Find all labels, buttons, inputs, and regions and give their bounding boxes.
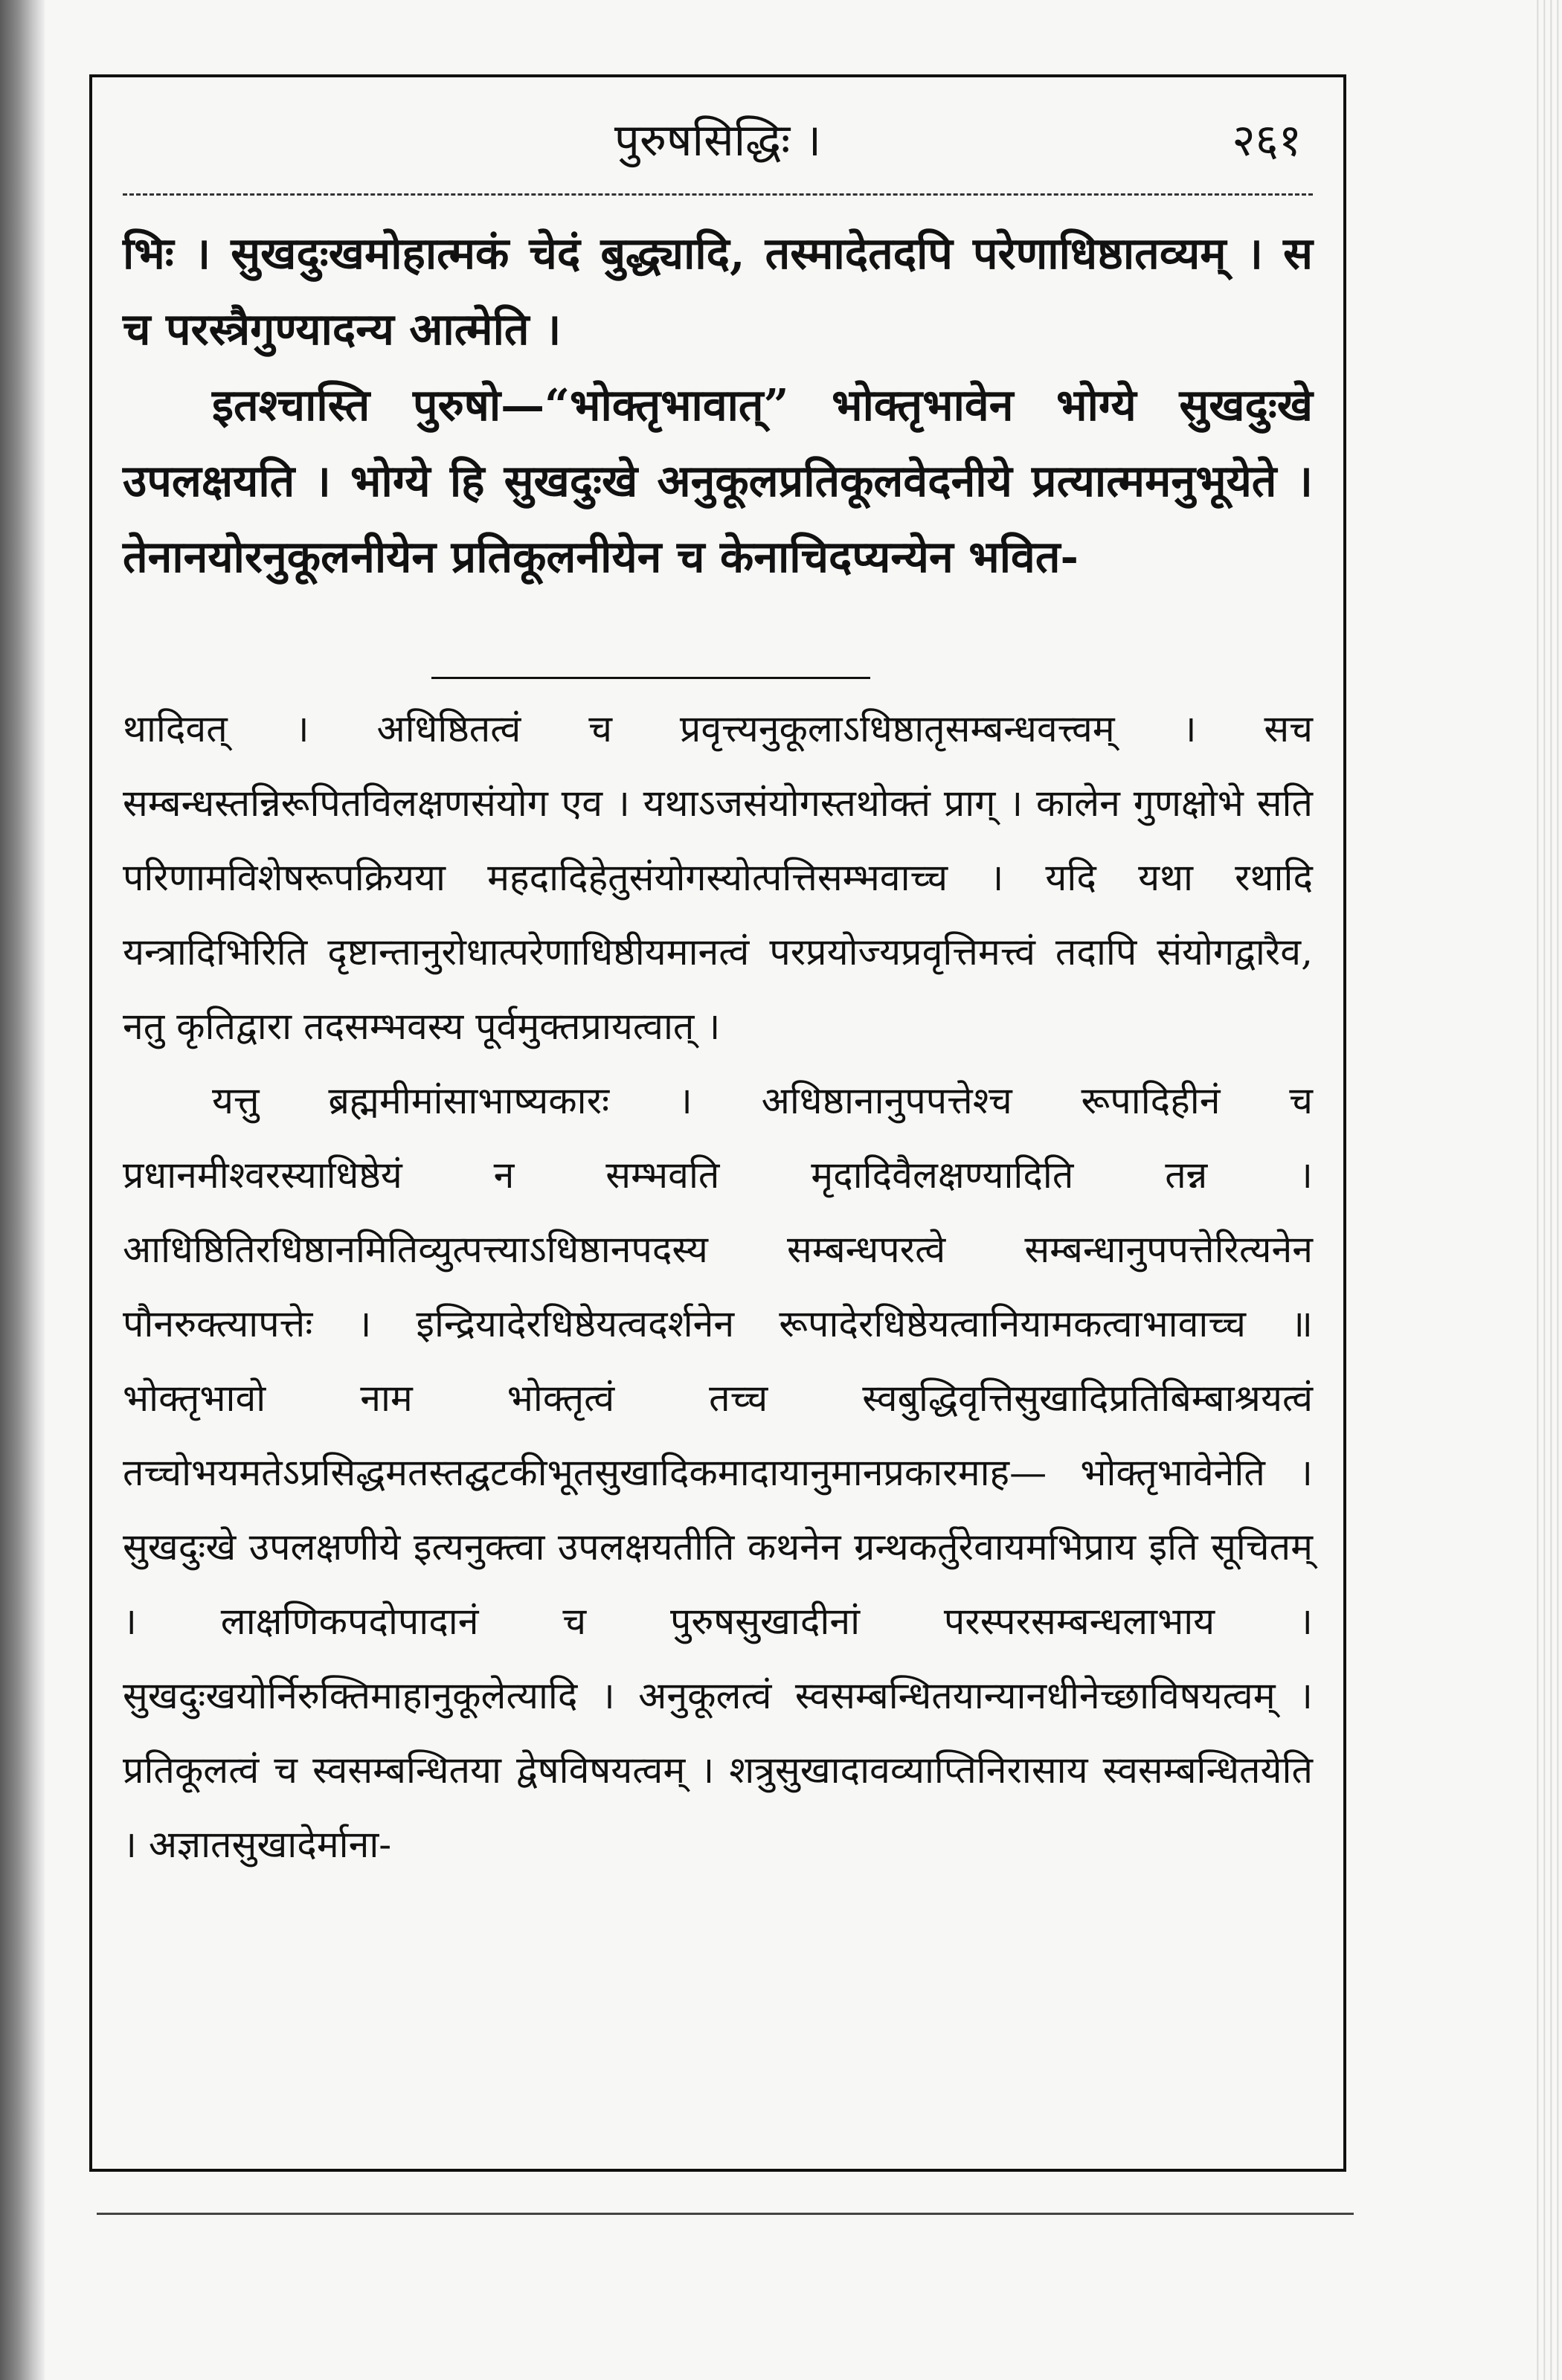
main-text: [123, 216, 1313, 595]
main-paragraph-2: इतश्चास्ति पुरुषो—“भोक्तृभावात्” भोक्तृभावेन भोग्ये सुखदुःखे उपलक्षयति । भोग्ये हि सुखदुःखे अनुकूलप्रतिकूलवेदनीये प्रत्यात्ममनुभूयेते । तेनानयोरनुकूलनीयेन प्रतिकूलनीयेन च केनाचिदप्यन्येन भवित-: [123, 379, 1313, 582]
commentary-paragraph-1: थादिवत् । अधिष्ठितत्वं च प्रवृत्त्यनुकूलाऽधिष्ठातृसम्बन्धवत्त्वम् । सच सम्बन्धस्तन्निरूपितविलक्षणसंयोग एव । यथाऽजसंयोगस्तथोक्तं प्राग् । कालेन गुणक्षोभे सति परिणामविशेषरूपक्रियया महदादिहेतुसंयोगस्योत्पत्तिसम्भवाच्च । यदि यथा रथादि यन्त्रादिभिरिति दृष्टान्तानुरोधात्परेणाधिष्ठीयमानत्वं परप्रयोज्यप्रवृत्तिमत्त्वं तदापि संयोगद्वारैव, नतु कृतिद्वारा तदसम्भवस्य पूर्वमुक्तप्रायत्वात् ।: [123, 707, 1313, 1048]
bottom-rule: [97, 2213, 1354, 2215]
page-number: २६१: [1232, 115, 1302, 167]
book-spine-shadow: [0, 0, 45, 2380]
commentary-separator: [431, 677, 870, 679]
commentary-text: [123, 692, 1313, 1882]
page-header: [119, 108, 1317, 175]
commentary-paragraph-2: यत्तु ब्रह्ममीमांसाभाष्यकारः । अधिष्ठानानुपपत्तेश्च रूपादिहीनं च प्रधानमीश्वरस्याधिष्ठेयं न सम्भवति मृदादिवैलक्षण्यादिति तन्न । आधिष्ठितिरधिष्ठानमितिव्युत्पत्त्याऽधिष्ठानपदस्य सम्बन्धपरत्वे सम्बन्धानुपपत्तेरित्यनेन पौनरुक्त्यापत्तेः । इन्द्रियादेरधिष्ठेयत्वदर्शनेन रूपादेरधिष्ठेयत्वानियामकत्वाभावाच्च ॥ भोक्तृभावो नाम भोक्तृत्वं तच्च स्वबुद्धिवृत्तिसुखादिप्रतिबिम्बाश्रयत्वं तच्चोभयमतेऽप्रसिद्धमतस्तद्घटकीभूतसुखादिकमादायानुमानप्रकारमाह— भोक्तृभावेनेति । सुखदुःखे उपलक्षणीये इत्यनुक्त्वा उपलक्षयतीति कथनेन ग्रन्थकर्तुरेवायमभिप्राय इति सूचितम् । लाक्षणिकपदोपादानं च पुरुषसुखादीनां परस्परसम्बन्धलाभाय । सुखदुःखयोर्निरुक्तिमाहानुकूलेत्यादि । अनुकूलत्वं स्वसम्बन्धितयान्यानधीनेच्छाविषयत्वम् । प्रतिकूलत्वं च स्वसम्बन्धितया द्वेषविषयत्वम् । शत्रुसुखादावव्याप्तिनिरासाय स्वसम्बन्धितयेति । अज्ञातसुखादेर्माना-: [123, 1079, 1313, 1866]
header-rule: [123, 193, 1313, 196]
running-title: पुरुषसिद्धिः ।: [614, 115, 822, 167]
page-edge: [1532, 0, 1562, 2380]
main-paragraph-1: भिः । सुखदुःखमोहात्मकं चेदं बुद्ध्यादि, तस्मादेतदपि परेणाधिष्ठातव्यम् । स च परस्त्रैगुण्यादन्य आत्मेति ।: [123, 228, 1313, 355]
